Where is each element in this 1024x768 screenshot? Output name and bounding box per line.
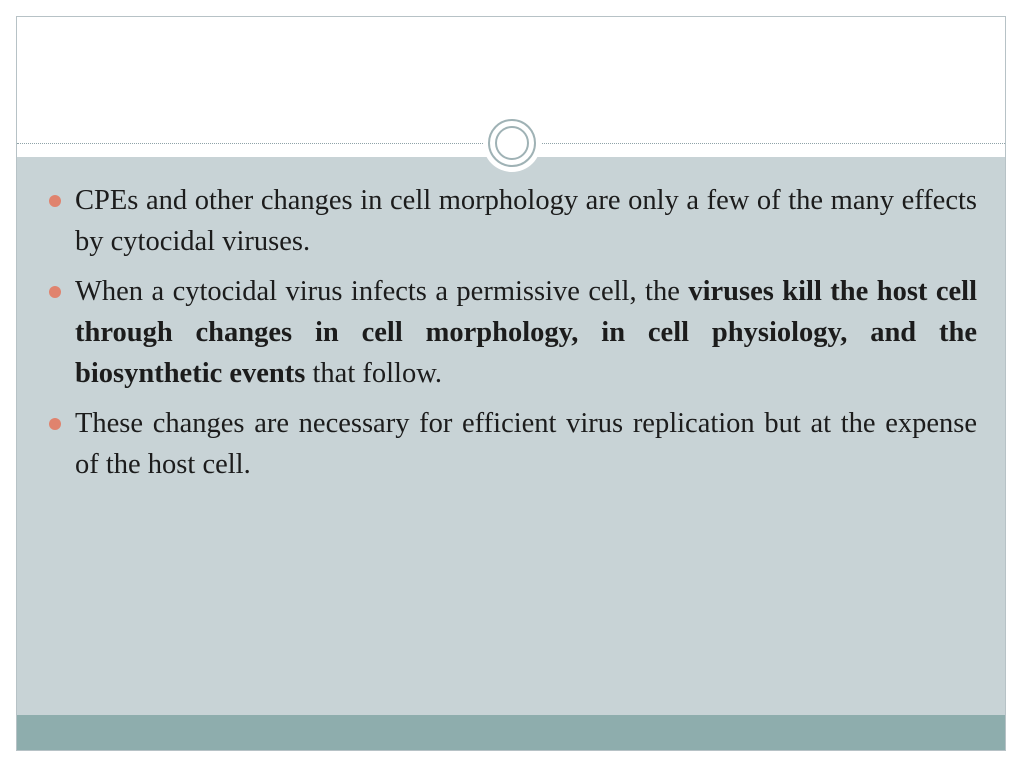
- slide-footer-band: [17, 715, 1005, 751]
- bullet-item-2: [47, 271, 977, 394]
- slide: [16, 16, 1006, 751]
- bullet-dot-icon: [49, 418, 61, 430]
- bullet-dot-icon: [49, 195, 61, 207]
- bullet-dot-icon: [49, 286, 61, 298]
- bullet-text: CPEs and other changes in cell morphology are only a few of the many effects by cytocidal viruses.: [75, 185, 977, 257]
- bullet-text-tail: that follow.: [305, 358, 443, 389]
- bullet-item-1: [47, 180, 977, 262]
- bullet-list: [47, 180, 977, 494]
- bullet-text-lead: When a cytocidal virus infects a permissive cell, the: [75, 276, 689, 307]
- circle-ornament-icon: [483, 114, 541, 172]
- bullet-item-3: [47, 403, 977, 485]
- bullet-text: These changes are necessary for efficient virus replication but at the expense of the host cell.: [75, 408, 977, 480]
- bullet-text-emphasis: viruses kill the host cell through changes in cell morphology, in cell physiology, and the biosynthetic events: [75, 276, 977, 389]
